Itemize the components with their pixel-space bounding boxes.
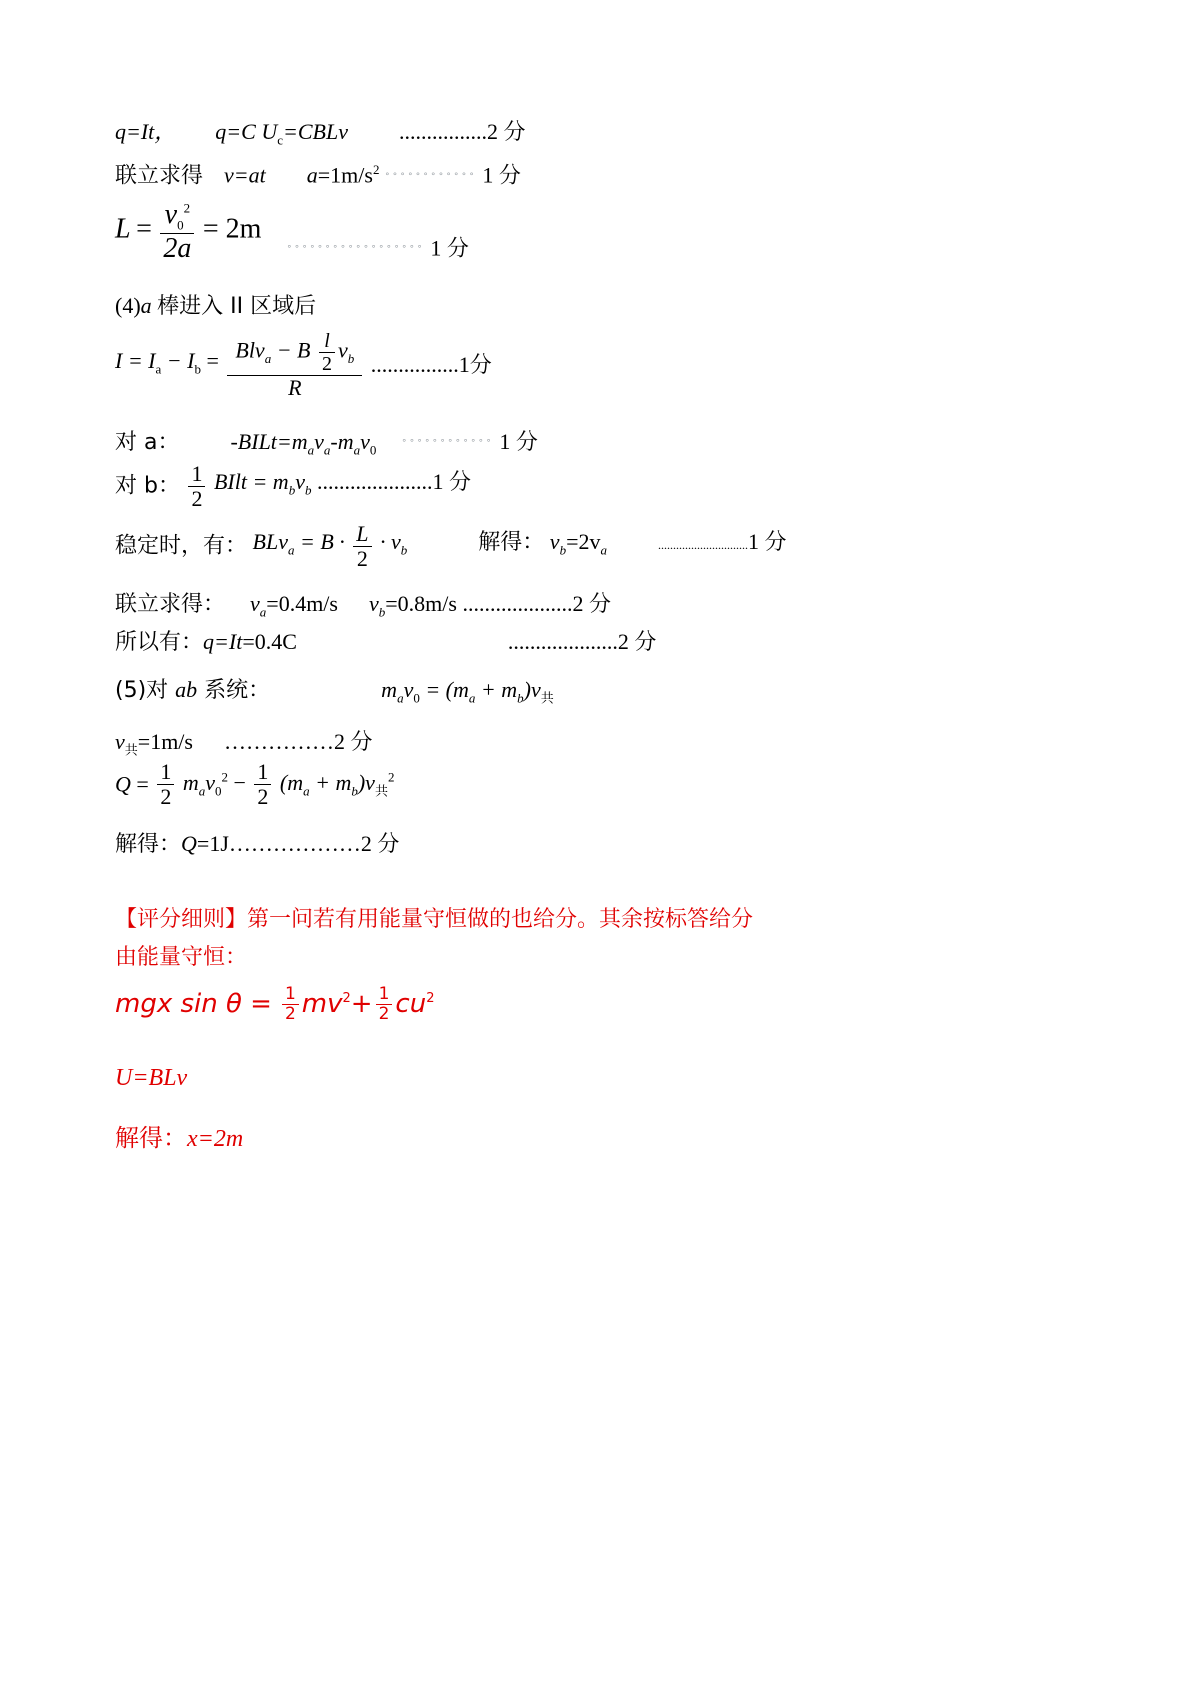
- text: (5)对: [115, 678, 176, 703]
- score: 1 分: [482, 162, 521, 188]
- s: b: [194, 361, 201, 377]
- fraction: [157, 760, 174, 809]
- text: 棒进入 II 区域后: [157, 294, 317, 319]
- t: )v: [523, 677, 541, 702]
- t: =: [200, 347, 219, 373]
- solution-x: [115, 1124, 243, 1153]
- t: =0.4C: [242, 629, 297, 654]
- t: Q: [115, 771, 131, 797]
- s: 共: [124, 743, 138, 759]
- t: = B ·: [294, 529, 345, 555]
- s: a: [397, 690, 404, 706]
- score: 1 分: [747, 529, 787, 555]
- line-13: [115, 760, 394, 822]
- dots: ………………: [228, 831, 361, 856]
- text: 联立求得：: [115, 592, 226, 617]
- fraction: [227, 330, 362, 400]
- t: mv: [301, 989, 343, 1020]
- t: · v: [380, 529, 401, 555]
- s: a: [198, 783, 206, 799]
- t: cu: [395, 989, 427, 1020]
- t: ab: [175, 677, 198, 702]
- t: v: [295, 469, 305, 495]
- sup: 2: [183, 200, 191, 216]
- s: a: [600, 542, 607, 558]
- t: =0.8m/s: [385, 591, 457, 616]
- s: a: [303, 783, 310, 799]
- text: 解得：: [115, 1124, 187, 1152]
- score: 2 分: [572, 591, 611, 616]
- d: 2: [378, 1003, 390, 1024]
- s: 0: [369, 442, 377, 458]
- t: v: [115, 729, 125, 754]
- d: 2: [191, 486, 203, 512]
- score: 2 分: [617, 629, 657, 654]
- s: a: [259, 604, 267, 620]
- s: a: [353, 442, 361, 458]
- t: mgx sin θ =: [115, 989, 272, 1020]
- dots: .....................: [316, 469, 433, 495]
- dots: ....................: [507, 629, 618, 654]
- line-11: [115, 676, 554, 713]
- fraction: [376, 985, 393, 1023]
- score: 2 分: [360, 831, 400, 856]
- s: a: [468, 690, 476, 706]
- fraction: [254, 760, 271, 809]
- text: (4): [115, 293, 141, 318]
- line-8: [115, 522, 787, 582]
- score: 1 分: [432, 469, 471, 495]
- d: 2: [160, 784, 172, 810]
- d: 2: [322, 353, 332, 375]
- s: a: [323, 442, 331, 458]
- t: x=2m: [187, 1126, 244, 1152]
- eq-q-cu: q=C U: [215, 119, 278, 144]
- t: + m: [475, 677, 518, 702]
- line-2: [115, 156, 521, 193]
- sup: 2: [372, 162, 380, 177]
- s: a: [264, 350, 272, 366]
- score: 2 分: [333, 729, 373, 754]
- s: b: [517, 690, 524, 706]
- sup: 2: [387, 769, 395, 785]
- var-L: L: [115, 213, 131, 245]
- energy-conservation-label: 由能量守恒：: [115, 945, 248, 970]
- s: a: [287, 542, 295, 558]
- energy-equation: [115, 985, 434, 1045]
- t: q=It: [203, 629, 243, 654]
- t: v: [338, 337, 348, 363]
- t: BIlt = m: [213, 469, 289, 495]
- text: 系统：: [197, 678, 271, 703]
- line-5: [115, 330, 492, 420]
- d: 2: [284, 1003, 296, 1024]
- t: =1J: [196, 831, 229, 856]
- sup: 2: [426, 991, 435, 1007]
- sub-c: c: [277, 132, 283, 148]
- t: − I: [161, 347, 195, 373]
- t: =: [130, 771, 149, 797]
- t: − B: [271, 337, 311, 363]
- dots: ……………: [223, 729, 334, 754]
- t: = (m: [419, 677, 469, 702]
- dots: ................: [370, 352, 459, 378]
- t: )v: [357, 769, 375, 795]
- t: v: [360, 429, 370, 454]
- fraction: [282, 985, 299, 1023]
- t: v: [314, 429, 324, 454]
- line-1: [115, 118, 525, 154]
- n: L: [353, 522, 371, 547]
- eq-q-it: q=It，: [115, 119, 177, 144]
- den: 2a: [163, 232, 192, 264]
- t: m: [381, 677, 398, 702]
- t: -m: [330, 429, 354, 454]
- t: BLv: [252, 529, 288, 555]
- faint-dots: ˚˚˚˚˚˚˚˚˚˚˚˚: [401, 438, 494, 453]
- n: 1: [282, 985, 299, 1005]
- line-7: [115, 462, 471, 522]
- s: b: [351, 783, 358, 799]
- s: 共: [374, 784, 388, 800]
- s: b: [347, 350, 355, 366]
- d: 2: [257, 784, 269, 810]
- scoring-rules: 【评分细则】第一问若有用能量守恒做的也给分。其余按标答给分: [115, 907, 754, 932]
- dots: ..............................: [657, 538, 748, 553]
- s: 0: [413, 690, 420, 706]
- s: b: [288, 482, 296, 498]
- var-v: v: [164, 199, 178, 230]
- n: 1: [188, 462, 205, 487]
- line-10: [115, 628, 656, 657]
- t: v: [250, 591, 260, 616]
- text: 对 b：: [115, 473, 180, 499]
- den: R: [288, 375, 302, 400]
- eq: -BILt=m: [230, 429, 308, 454]
- line-14: [115, 830, 399, 859]
- n: 1: [376, 985, 393, 1005]
- t: =1m/s: [137, 729, 193, 754]
- score: 1 分: [430, 235, 469, 261]
- faint-dots: ˚˚˚˚˚˚˚˚˚˚˚˚: [384, 171, 477, 187]
- text: 联立求得: [115, 163, 204, 189]
- line-6: [115, 428, 538, 464]
- faint-dots: ˚˚˚˚˚˚˚˚˚˚˚˚˚˚˚˚˚˚: [286, 244, 425, 260]
- t: −: [227, 770, 246, 796]
- line-4: [115, 292, 316, 321]
- n: 1: [157, 760, 174, 785]
- s: b: [400, 542, 408, 558]
- sub: 0: [177, 217, 184, 233]
- t: v: [205, 770, 215, 796]
- sub-fraction: [319, 330, 335, 375]
- t: v: [403, 677, 414, 702]
- dots: ....................: [462, 591, 573, 616]
- t: Q: [181, 831, 197, 856]
- t: v: [549, 529, 560, 555]
- score: 1 分: [499, 429, 538, 454]
- text: 解得：: [115, 832, 182, 857]
- fraction: [353, 522, 371, 571]
- dots: ................: [398, 119, 487, 144]
- fraction: [188, 462, 205, 511]
- text: 所以有：: [115, 630, 204, 655]
- t: v: [368, 591, 379, 616]
- t: =2v: [566, 529, 601, 555]
- d: 2: [356, 546, 368, 572]
- s: a: [155, 361, 162, 377]
- lhs: [115, 347, 219, 377]
- score: 2 分: [486, 119, 526, 144]
- s: 共: [540, 691, 554, 707]
- sup: 2: [221, 769, 228, 785]
- t: Blv: [235, 337, 265, 363]
- var-a: a: [306, 162, 318, 188]
- text: 稳定时，有：: [115, 533, 248, 559]
- eq-cblv: =CBLv: [283, 119, 348, 144]
- u-equation: U=BLv: [115, 1065, 188, 1091]
- eq-v-at: v=at: [224, 162, 266, 188]
- t: +: [350, 989, 373, 1020]
- s: 0: [214, 783, 222, 799]
- t: m: [182, 770, 199, 796]
- sup: 2: [342, 991, 351, 1007]
- s: b: [304, 482, 312, 498]
- equals: =: [136, 213, 152, 245]
- fraction: [160, 200, 194, 265]
- t: (m: [279, 769, 304, 795]
- n: l: [319, 330, 335, 353]
- line-9: [115, 590, 611, 626]
- t: I = I: [115, 347, 156, 373]
- text: 解得：: [478, 530, 545, 556]
- n: 1: [254, 760, 271, 785]
- eq-a-value: =1m/s: [317, 162, 373, 188]
- s: b: [559, 542, 567, 558]
- line-3: [115, 200, 469, 270]
- s: a: [307, 442, 315, 458]
- s: b: [378, 604, 386, 620]
- t: + m: [309, 769, 352, 795]
- text: 对 a：: [115, 430, 180, 455]
- result: = 2m: [202, 213, 262, 245]
- var-a: a: [140, 293, 152, 318]
- score: 1分: [458, 352, 492, 378]
- t: =0.4m/s: [266, 591, 338, 616]
